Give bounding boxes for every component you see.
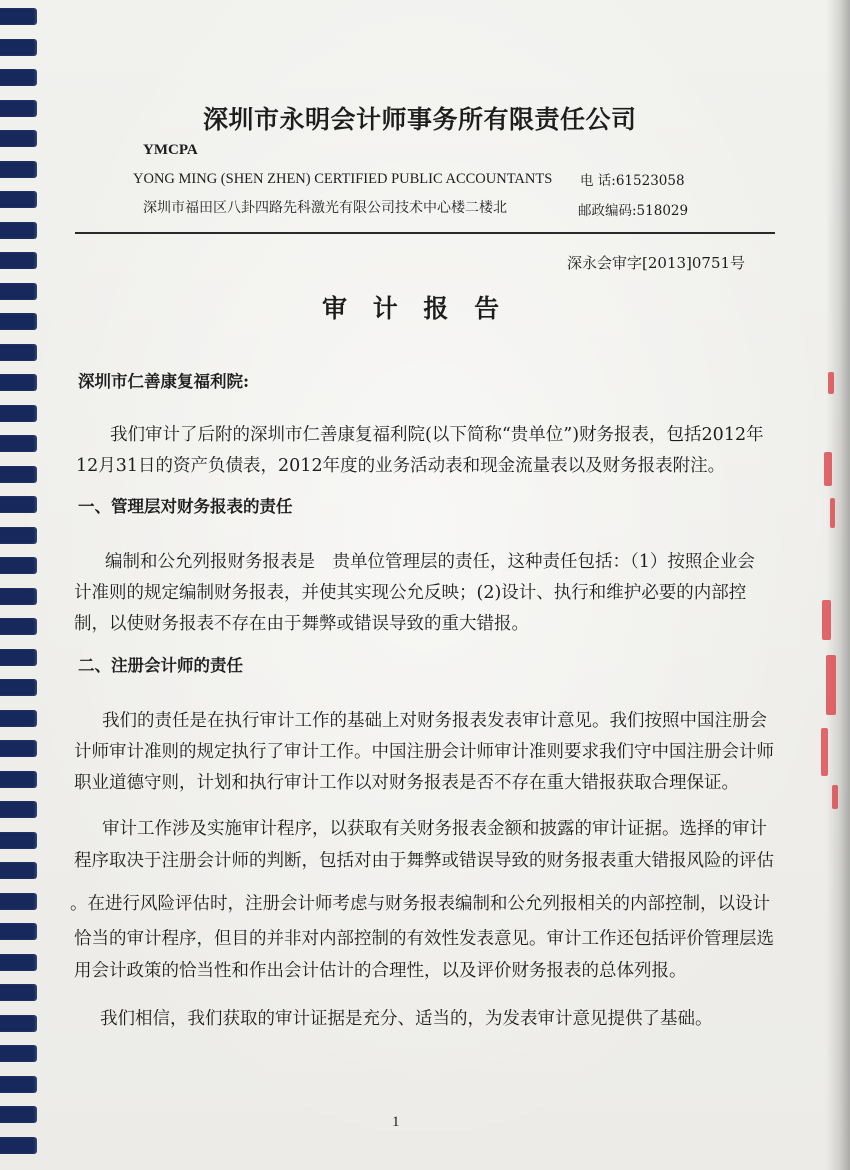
firm-address: 深圳市福田区八卦四路先科激光有限公司技术中心楼二楼北 (143, 200, 507, 216)
binding-hole (0, 1106, 37, 1123)
auditor-line: 审计工作涉及实施审计程序，以获取有关财务报表金额和披露的审计证据。选择的审计 (102, 819, 767, 839)
binding-hole (0, 130, 37, 147)
binding-hole (0, 923, 37, 940)
binding-hole (0, 618, 37, 635)
management-line: 计准则的规定编制财务报表，并使其实现公允反映；(2)设计、执行和维护必要的内部控 (74, 583, 747, 603)
binding-hole (0, 161, 37, 178)
auditor-line: 计师审计准则的规定执行了审计工作。中国注册会计师审计准则要求我们守中国注册会计师 (74, 742, 774, 762)
binding-hole (0, 69, 37, 86)
binding-hole (0, 466, 37, 483)
binding-hole (0, 527, 37, 544)
binding-hole (0, 1015, 37, 1032)
reference-number: 深永会审字[2013]0751号 (567, 254, 746, 272)
binding-hole (0, 374, 37, 391)
stamp-edge-mark (822, 600, 831, 640)
auditor-line: 。在进行风险评估时，注册会计师考虑与财务报表编制和公允列报相关的内部控制，以设计 (70, 894, 770, 914)
binding-hole (0, 191, 37, 208)
addressee: 深圳市仁善康复福利院: (78, 372, 250, 391)
binding-hole (0, 679, 37, 696)
intro-line: 12月31日的资产负债表，2012年度的业务活动表和现金流量表以及财务报表附注。 (76, 456, 726, 476)
auditor-line: 职业道德守则，计划和执行审计工作以对财务报表是否不存在重大错报获取合理保证。 (74, 773, 739, 793)
stamp-edge-mark (826, 655, 836, 715)
section-heading-management: 一、管理层对财务报表的责任 (78, 497, 293, 516)
binding-hole (0, 557, 37, 574)
stamp-edge-mark (821, 728, 828, 776)
binding-hole (0, 710, 37, 727)
binding-hole (0, 283, 37, 300)
intro-line: 我们审计了后附的深圳市仁善康复福利院(以下简称“贵单位”)财务报表，包括2012年 (110, 425, 764, 445)
management-line: 制，以使财务报表不存在由于舞弊或错误导致的重大错报。 (74, 614, 529, 634)
report-title: 审 计 报 告 (322, 294, 508, 323)
binding-hole (0, 1076, 37, 1093)
binding-hole (0, 588, 37, 605)
auditor-line: 我们的责任是在执行审计工作的基础上对财务报表发表审计意见。我们按照中国注册会 (102, 711, 767, 731)
stamp-edge-mark (828, 372, 834, 394)
binding-hole (0, 954, 37, 971)
firm-name-cn: 深圳市永明会计师事务所有限责任公司 (203, 105, 637, 134)
page-number: 1 (392, 1114, 400, 1130)
auditor-line: 程序取决于注册会计师的判断，包括对由于舞弊或错误导致的财务报表重大错报风险的评估 (74, 851, 774, 871)
binding-hole (0, 222, 37, 239)
binding-hole (0, 771, 37, 788)
section-heading-auditor: 二、注册会计师的责任 (78, 656, 243, 675)
stamp-edge-mark (832, 785, 838, 809)
binding-hole (0, 1045, 37, 1062)
binding-hole (0, 893, 37, 910)
binding-hole (0, 344, 37, 361)
management-line: 编制和公允列报财务报表是 贵单位管理层的责任，这种责任包括：（1）按照企业会 (105, 552, 755, 572)
auditor-line: 用会计政策的恰当性和作出会计估计的合理性，以及评价财务报表的总体列报。 (74, 961, 687, 981)
binding-hole (0, 435, 37, 452)
binding-hole (0, 100, 37, 117)
firm-name-en: YONG MING (SHEN ZHEN) CERTIFIED PUBLIC ACCOUNTANTS (133, 171, 553, 187)
binding-hole (0, 252, 37, 269)
binding-hole (0, 862, 37, 879)
binding-hole (0, 1137, 37, 1154)
binding-hole (0, 984, 37, 1001)
binding-hole (0, 649, 37, 666)
binding-hole (0, 740, 37, 757)
letterhead-divider (75, 232, 775, 234)
stamp-edge-mark (830, 498, 835, 528)
page-edge-shadow (826, 0, 850, 1170)
binding-hole (0, 405, 37, 422)
firm-phone: 电 话:61523058 (580, 173, 685, 189)
binding-hole (0, 496, 37, 513)
binding-hole (0, 832, 37, 849)
firm-postcode: 邮政编码:518029 (578, 203, 689, 219)
stamp-edge-mark (824, 452, 832, 486)
binding-hole (0, 8, 37, 25)
auditor-line: 我们相信，我们获取的审计证据是充分、适当的，为发表审计意见提供了基础。 (100, 1009, 713, 1029)
binding-hole (0, 313, 37, 330)
firm-abbreviation: YMCPA (143, 142, 198, 158)
auditor-line: 恰当的审计程序，但目的并非对内部控制的有效性发表意见。审计工作还包括评价管理层选 (74, 929, 774, 949)
binding-hole (0, 801, 37, 818)
binding-hole (0, 39, 37, 56)
